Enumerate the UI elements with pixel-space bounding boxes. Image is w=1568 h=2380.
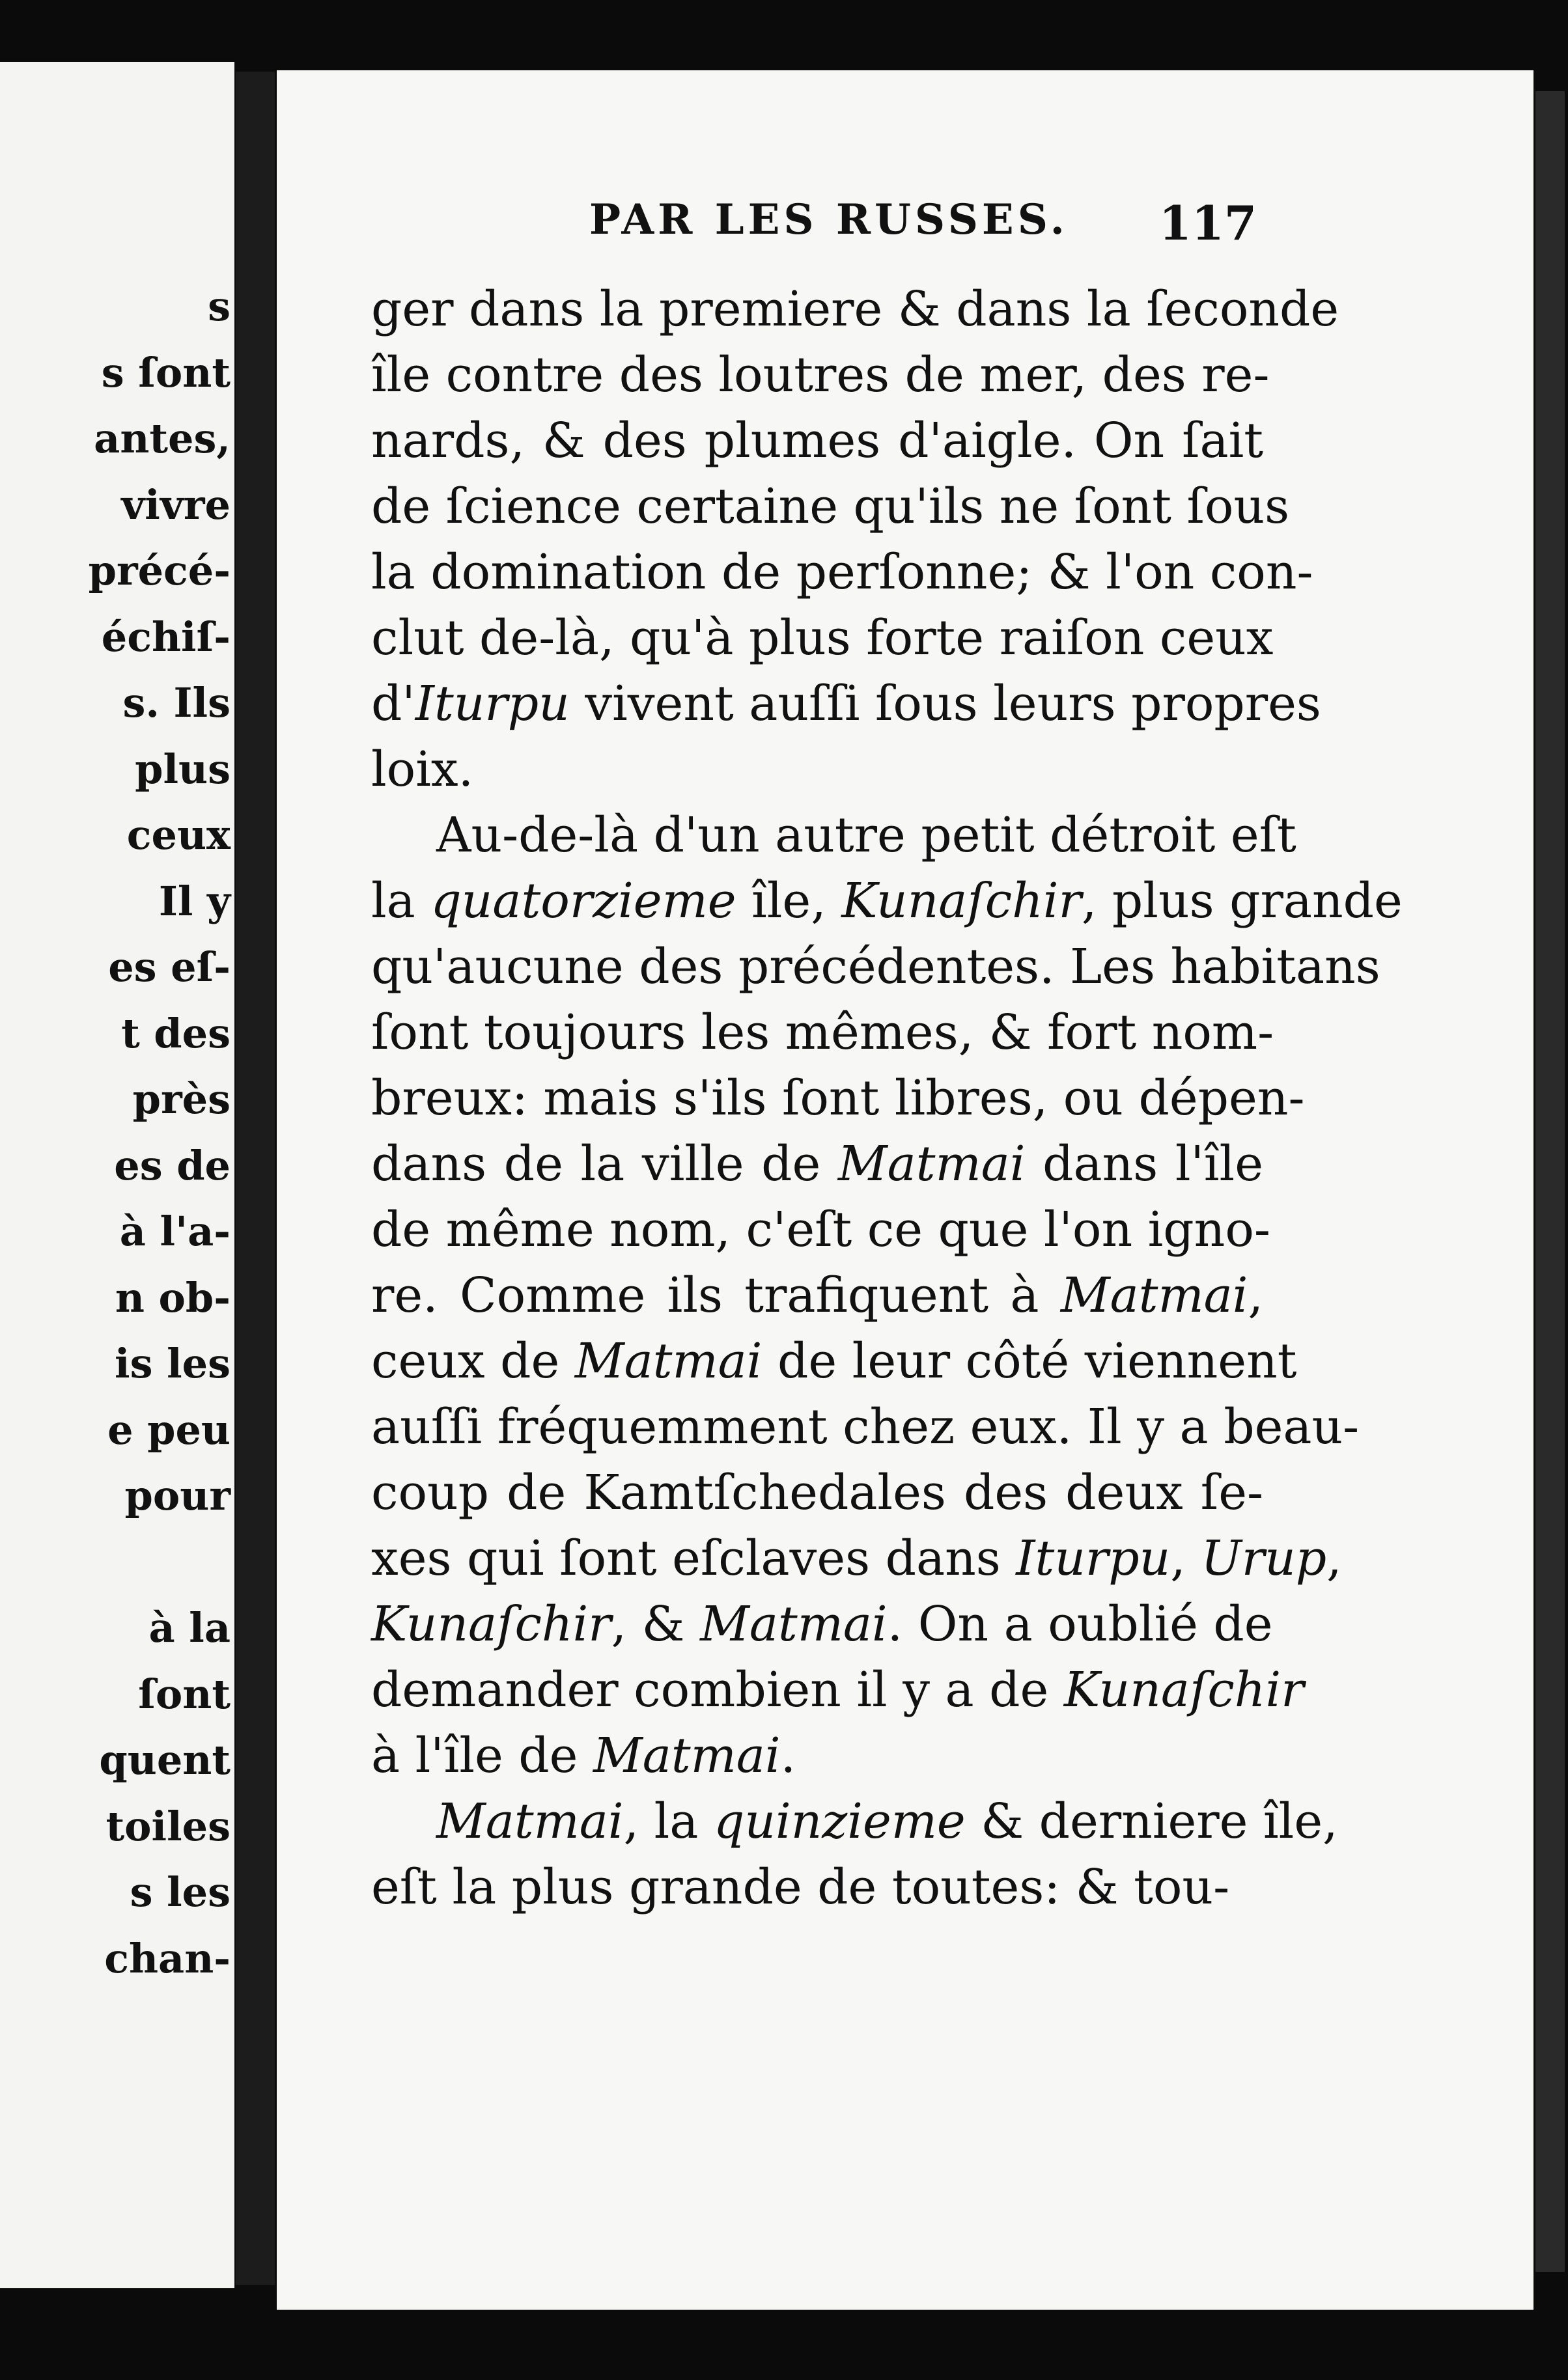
text-segment: à l'île de xyxy=(371,1728,593,1784)
text-line xyxy=(371,737,1263,803)
text-segment: , xyxy=(1248,1267,1263,1323)
left-fragment-line: vivre xyxy=(121,480,231,529)
text-line xyxy=(371,1657,1304,1723)
text-line xyxy=(371,671,1321,737)
left-fragment-line: à l'a- xyxy=(119,1208,231,1255)
left-fragment-line: e peu xyxy=(107,1405,231,1454)
text-line xyxy=(371,1197,1270,1263)
left-fragment-line: n ob- xyxy=(115,1273,231,1321)
text-line xyxy=(371,868,1403,934)
italic-term: Matmai xyxy=(436,1793,624,1849)
text-segment: , plus grande xyxy=(1081,873,1403,929)
left-fragment-line: es de xyxy=(114,1141,231,1189)
italic-term: Kunaſchir xyxy=(1063,1662,1304,1718)
text-segment: dans l'île xyxy=(1025,1136,1263,1192)
italic-term: Kunaſchir xyxy=(371,1596,611,1652)
left-fragment-line: à la xyxy=(148,1604,231,1652)
text-segment: de même nom, c'eſt ce que l'on igno- xyxy=(371,1202,1270,1258)
text-segment: auſſi fréquemment chez eux. Il y a beau- xyxy=(371,1399,1360,1455)
text-line xyxy=(371,1329,1297,1394)
text-segment: d' xyxy=(371,676,415,732)
left-page-fragments xyxy=(16,273,231,1991)
text-line xyxy=(371,1592,1273,1657)
text-segment: , la xyxy=(623,1793,714,1849)
text-segment: , & xyxy=(611,1596,701,1652)
text-line xyxy=(371,342,1270,408)
text-segment: Au-de-là d'un autre petit détroit eſt xyxy=(436,807,1296,863)
text-line xyxy=(371,605,1274,671)
text-line xyxy=(371,1723,1263,1789)
italic-term: Iturpu xyxy=(1016,1530,1171,1586)
left-fragment-line: chan- xyxy=(104,1934,231,1982)
left-fragment-line: s xyxy=(208,283,231,330)
left-fragment-line: s. Ils xyxy=(122,679,231,726)
text-segment: demander combien il y a de xyxy=(371,1662,1064,1718)
text-segment: . On a oublié de xyxy=(887,1596,1273,1652)
italic-term: Matmai xyxy=(574,1333,763,1389)
italic-term: Kunaſchir xyxy=(841,873,1082,929)
left-fragment-line: ſont xyxy=(138,1670,231,1718)
text-line xyxy=(371,1066,1305,1131)
left-fragment-line: toiles xyxy=(105,1802,231,1850)
text-segment: xes qui ſont eſclaves dans xyxy=(371,1530,1016,1586)
italic-term: quatorzieme xyxy=(430,873,736,929)
text-segment: île, xyxy=(736,873,842,929)
text-line xyxy=(371,1789,1338,1855)
text-segment: vivent auſſi ſous leurs propres xyxy=(569,676,1321,732)
text-line xyxy=(371,1526,1342,1592)
text-line xyxy=(371,934,1380,1000)
text-segment: de ſcience certaine qu'ils ne ſont ſous xyxy=(371,478,1290,534)
book-gutter xyxy=(236,72,275,2285)
text-segment: clut de-là, qu'à plus forte raiſon ceux xyxy=(371,610,1274,666)
text-segment: nards, & des plumes d'aigle. On ſait xyxy=(371,413,1263,469)
page-header xyxy=(589,195,1257,267)
left-fragment-line: Il y xyxy=(158,877,231,925)
left-page xyxy=(0,62,234,2288)
italic-term: Matmai xyxy=(593,1728,781,1784)
left-fragment-line: s les xyxy=(130,1868,231,1916)
text-segment: la xyxy=(371,873,431,929)
text-segment: la domination de perſonne; & l'on con- xyxy=(371,544,1313,600)
text-line xyxy=(371,277,1339,342)
text-segment: île contre des loutres de mer, des re- xyxy=(371,347,1270,403)
body-text xyxy=(371,277,1403,1920)
italic-term: Matmai xyxy=(1060,1267,1248,1323)
left-fragment-line: es eſ- xyxy=(108,943,231,991)
text-line xyxy=(371,474,1290,540)
italic-term: Iturpu xyxy=(415,676,570,732)
left-fragment-line: is les xyxy=(115,1340,231,1387)
text-segment: , xyxy=(1170,1530,1201,1586)
text-line xyxy=(371,803,1296,868)
left-fragment-line: plus xyxy=(135,745,231,793)
text-segment: loix. xyxy=(371,741,474,797)
text-segment: , xyxy=(1326,1530,1342,1586)
text-line xyxy=(371,540,1313,605)
italic-term: Urup xyxy=(1201,1530,1327,1586)
text-line xyxy=(371,1000,1274,1066)
text-line xyxy=(371,1131,1263,1197)
text-line xyxy=(371,1855,1263,1920)
text-line xyxy=(371,408,1263,474)
text-segment: ſont toujours les mêmes, & fort nom- xyxy=(371,1004,1274,1060)
text-segment: dans de la ville de xyxy=(371,1136,838,1192)
text-segment: ceux de xyxy=(371,1333,575,1389)
text-segment: de leur côté viennent xyxy=(762,1333,1297,1389)
page-edge xyxy=(1535,91,1565,2272)
text-line xyxy=(371,1460,1263,1526)
left-fragment-line xyxy=(16,1529,231,1596)
text-line xyxy=(371,1263,1263,1329)
left-fragment-line: quent xyxy=(99,1736,231,1784)
text-segment: & derniere île, xyxy=(965,1793,1338,1849)
page-number: 117 xyxy=(1158,195,1257,251)
left-fragment-line: antes, xyxy=(94,415,231,462)
left-fragment-line: près xyxy=(132,1075,231,1123)
text-segment: ger dans la premiere & dans la ſeconde xyxy=(371,281,1339,337)
italic-term: quinzieme xyxy=(713,1793,966,1849)
italic-term: Matmai xyxy=(700,1596,888,1652)
text-segment: qu'aucune des précédentes. Les habitans xyxy=(371,939,1380,995)
left-fragment-line: t des xyxy=(121,1009,231,1057)
text-segment: . xyxy=(780,1728,796,1784)
left-fragment-line: ceux xyxy=(126,811,231,859)
text-segment: re. Comme ils trafiquent à xyxy=(371,1267,1061,1323)
text-line xyxy=(371,1394,1360,1460)
left-fragment-line: pour xyxy=(124,1472,231,1519)
text-segment: breux: mais s'ils ſont libres, ou dépen- xyxy=(371,1070,1305,1126)
italic-term: Matmai xyxy=(837,1136,1026,1192)
text-segment: coup de Kamtſchedales des deux ſe- xyxy=(371,1465,1263,1521)
left-fragment-line: échiſ- xyxy=(101,613,231,661)
text-segment: eſt la plus grande de toutes: & tou- xyxy=(371,1859,1230,1915)
running-head: PAR LES RUSSES. xyxy=(589,195,1069,244)
left-fragment-line: s ſont xyxy=(101,348,231,396)
left-fragment-line: précé- xyxy=(88,547,231,594)
